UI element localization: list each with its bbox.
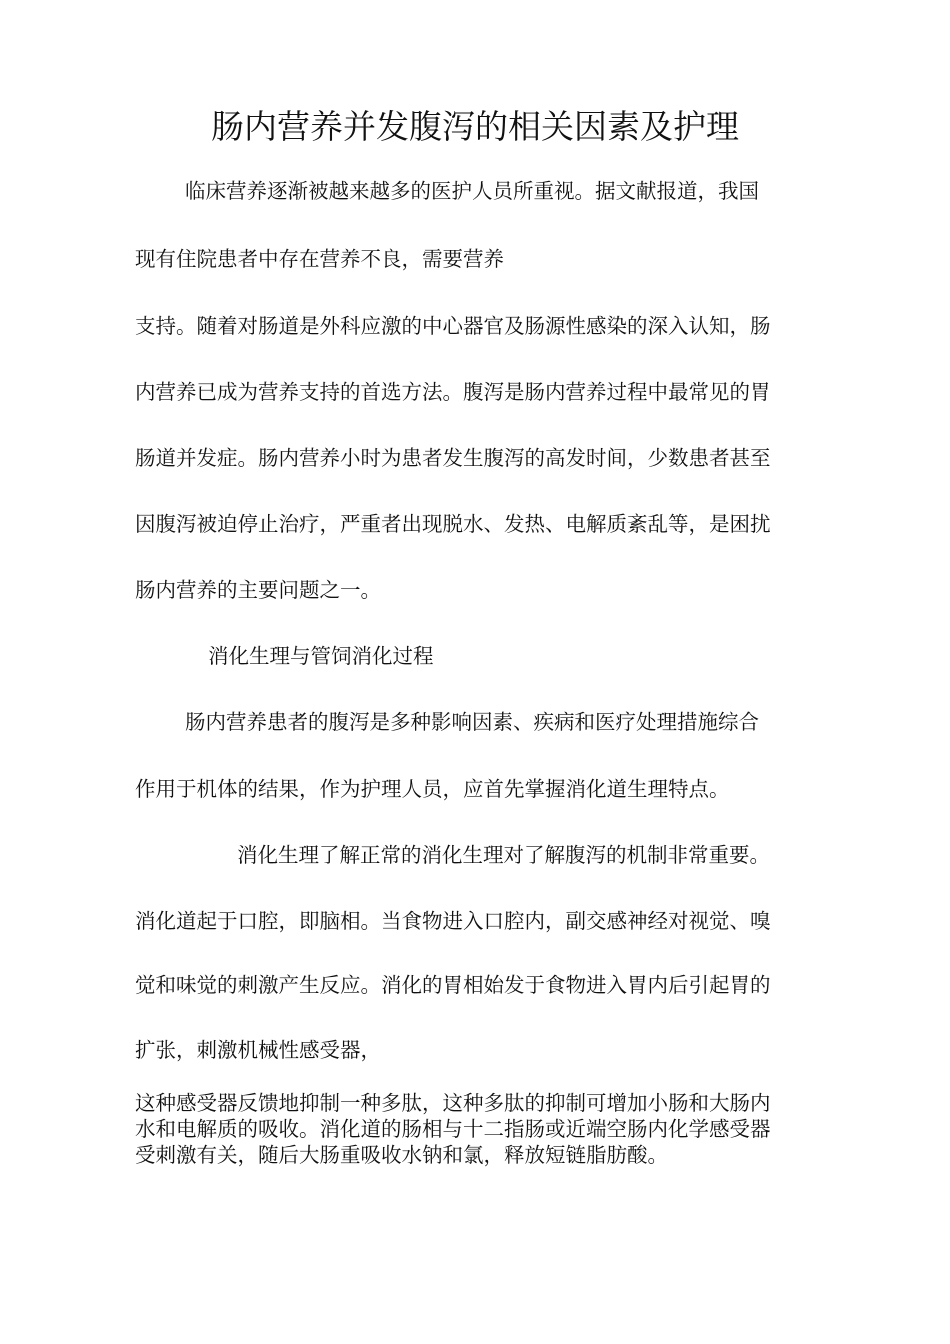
paragraph-line: 这种感受器反馈地抑制一种多肽，这种多肽的抑制可增加小肠和大肠内 <box>135 1091 771 1115</box>
section-heading: 消化生理与管饲消化过程 <box>208 644 434 668</box>
paragraph-line: 临床营养逐渐被越来越多的医护人员所重视。据文献报道，我国 <box>185 179 759 203</box>
paragraph-line: 肠道并发症。肠内营养小时为患者发生腹泻的高发时间，少数患者甚至 <box>135 446 771 470</box>
paragraph-line: 扩张，刺激机械性感受器， <box>135 1038 381 1062</box>
paragraph-line: 支持。随着对肠道是外科应激的中心器官及肠源性感染的深入认知，肠 <box>135 314 771 338</box>
paragraph-line: 肠内营养患者的腹泻是多种影响因素、疾病和医疗处理措施综合 <box>185 710 759 734</box>
paragraph-line: 觉和味觉的刺激产生反应。消化的胃相始发于食物进入胃内后引起胃的 <box>135 973 771 997</box>
paragraph-line: 作用于机体的结果，作为护理人员，应首先掌握消化道生理特点。 <box>135 777 730 801</box>
paragraph-line: 现有住院患者中存在营养不良，需要营养 <box>135 247 504 271</box>
paragraph-line: 因腹泻被迫停止治疗，严重者出现脱水、发热、电解质紊乱等，是困扰 <box>135 512 771 536</box>
paragraph-line: 受刺激有关，随后大肠重吸收水钠和氯，释放短链脂肪酸。 <box>135 1143 668 1167</box>
paragraph-line: 水和电解质的吸收。消化道的肠相与十二指肠或近端空肠内化学感受器 <box>135 1117 771 1141</box>
paragraph-line: 内营养已成为营养支持的首选方法。腹泻是肠内营养过程中最常见的胃 <box>135 380 771 404</box>
paragraph-line: 肠内营养的主要问题之一。 <box>135 578 381 602</box>
paragraph-line: 消化道起于口腔，即脑相。当食物进入口腔内，副交感神经对视觉、嗅 <box>135 909 771 933</box>
subsection-line: 消化生理了解正常的消化生理对了解腹泻的机制非常重要。 <box>237 843 770 867</box>
document-title: 肠内营养并发腹泻的相关因素及护理 <box>211 107 739 146</box>
